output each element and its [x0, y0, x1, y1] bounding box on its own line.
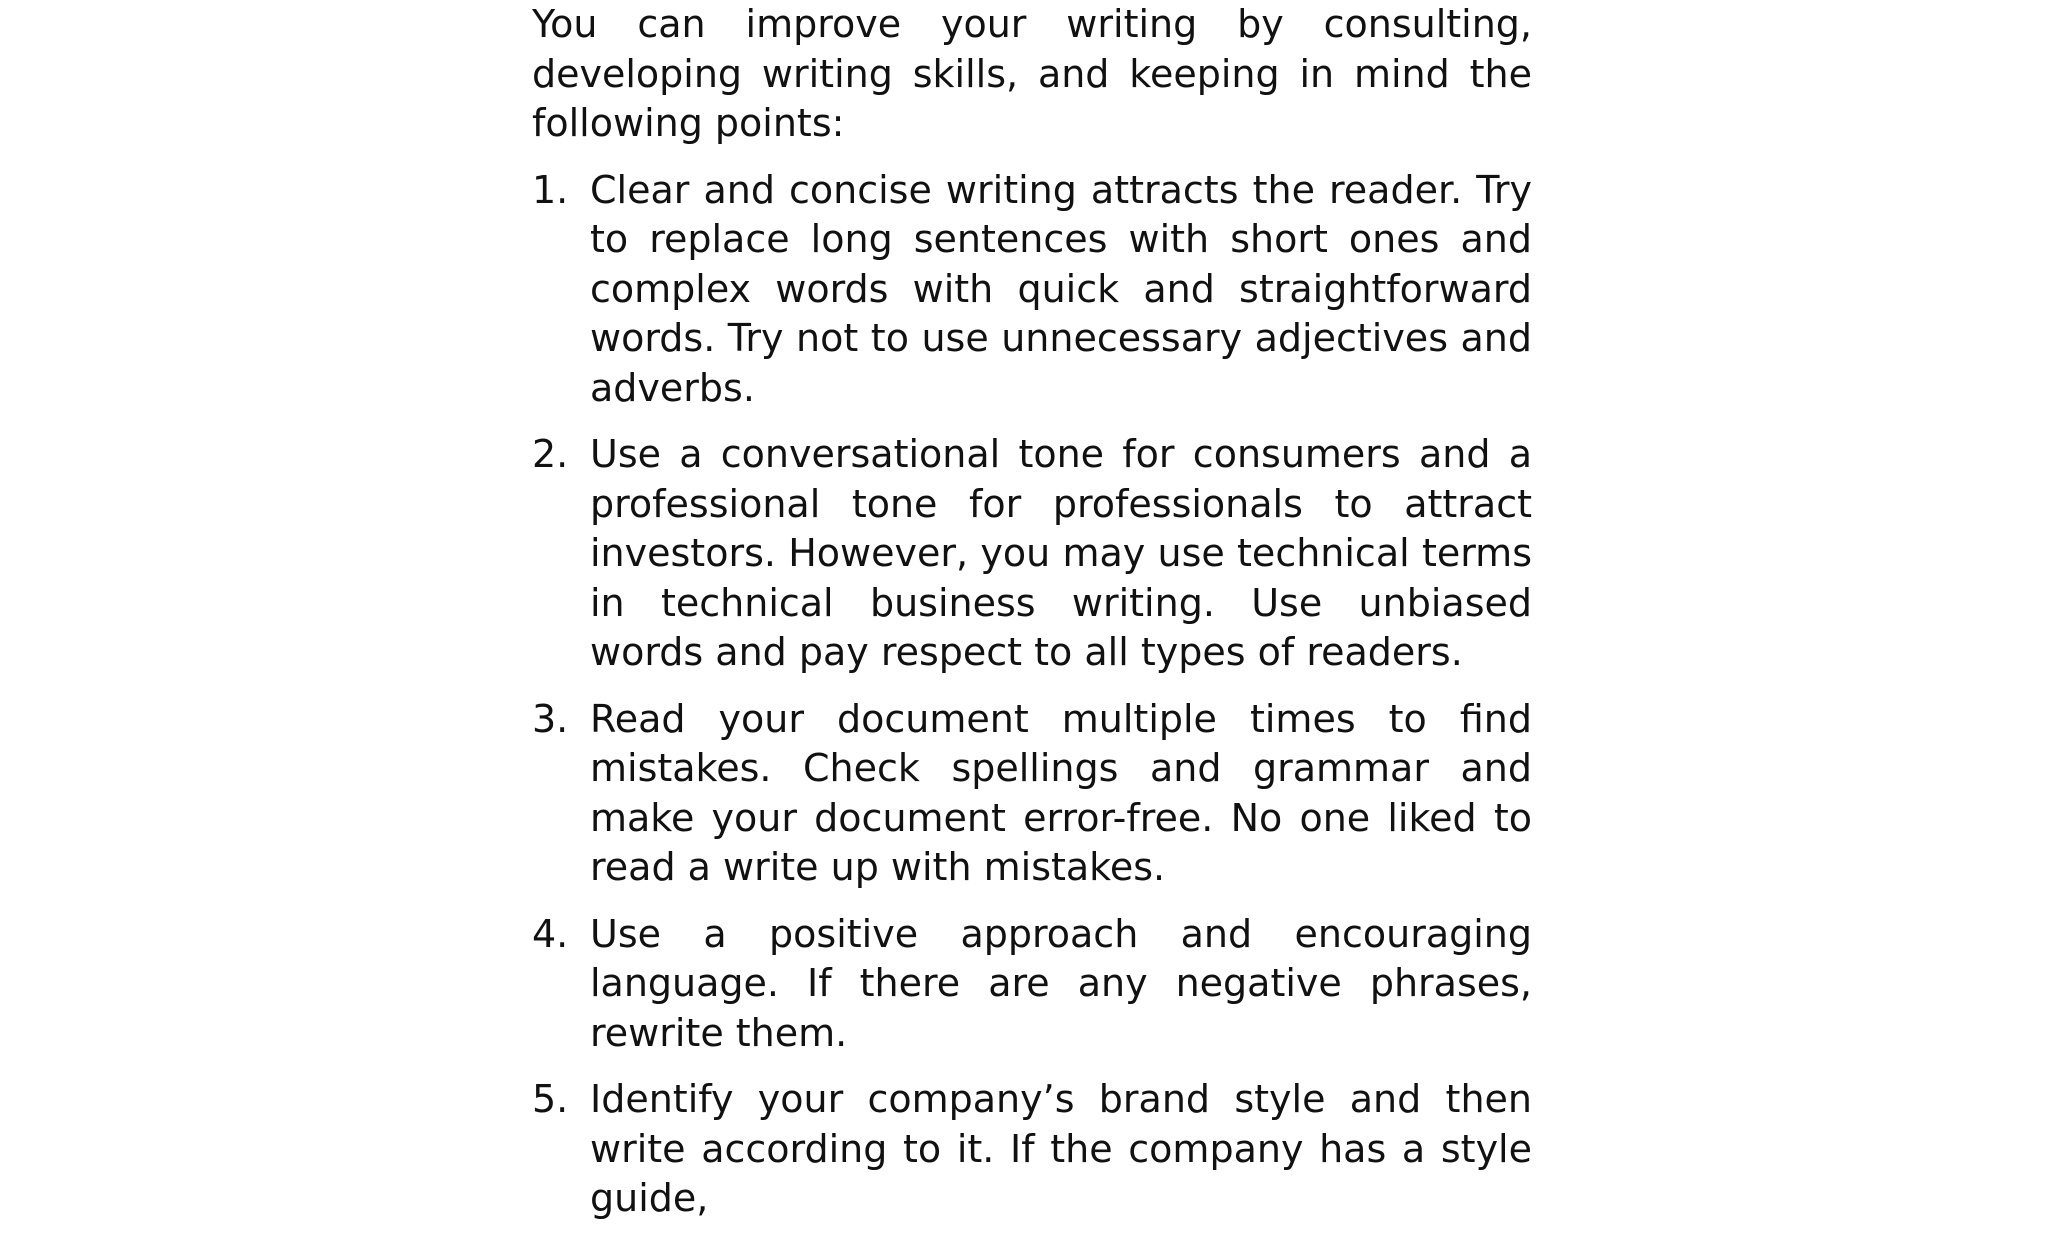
- list-item-number: 5.: [532, 1077, 569, 1121]
- points-list: [532, 166, 1532, 1224]
- list-item: [532, 910, 1532, 1059]
- list-item: [532, 695, 1532, 893]
- list-item: [532, 1075, 1532, 1224]
- list-item-number: 4.: [532, 911, 569, 956]
- list-item-text: Identify your company’s brand style and then write according to it. If the company has a style guide,: [590, 1077, 1532, 1220]
- list-item-text: Use a conversational tone for consumers and a professional tone for professionals to attract investors. However, you may use technical terms in technical business writing. Use unbiased words and pay respect to all types of readers.: [590, 432, 1532, 674]
- list-item-number: 2.: [532, 432, 569, 476]
- list-item: [532, 430, 1532, 678]
- document-body: [532, 0, 1532, 1241]
- list-item: [532, 166, 1532, 414]
- list-item-text: Clear and concise writing attracts the reader. Try to replace long sentences with short ones and complex words with quick and straightforward words. Try not to use unnecessary adjectives and adverbs.: [590, 167, 1532, 410]
- list-item-number: 3.: [532, 696, 569, 741]
- list-item-text: Read your document multiple times to find mistakes. Check spellings and grammar and make your document error-free. No one liked to read a write up with mistakes.: [590, 696, 1532, 889]
- list-item-text: Use a positive approach and encouraging language. If there are any negative phrases, rewrite them.: [590, 911, 1532, 1055]
- intro-paragraph: You can improve your writing by consulting, developing writing skills, and keeping in mind the following points:: [532, 2, 1532, 145]
- list-item-number: 1.: [532, 167, 569, 212]
